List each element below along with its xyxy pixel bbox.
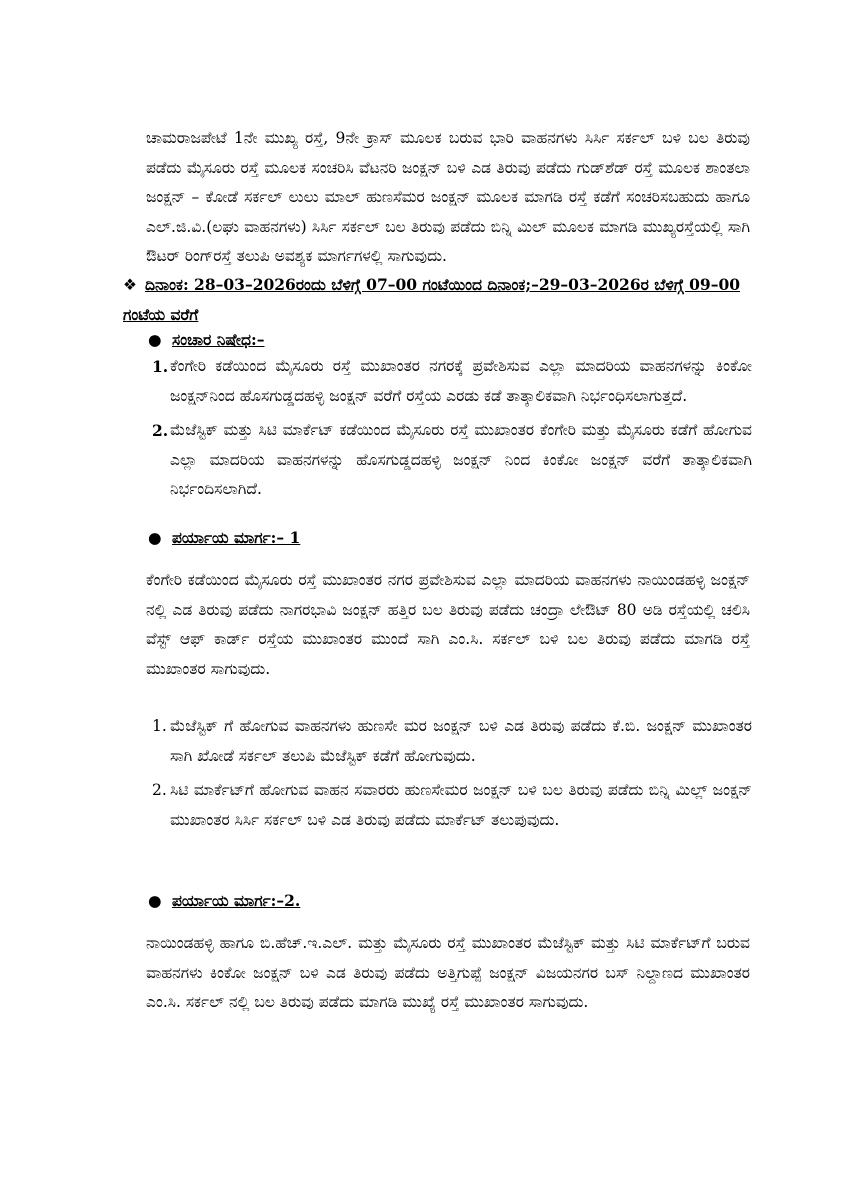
alt-route-1-item-1 [146,712,752,771]
item-text: ಮೆಜೆಸ್ಟಿಕ್ ಗೆ ಹೋಗುವ ವಾಹನಗಳು ಹುಣಸೇ ಮರ ಜಂಕ್ಷನ್ ಬಳಿ ಎಡ ತಿರುವು ಪಡೆದು ಕೆ.ಬಿ. ಜಂಕ್ಷನ್ ಮುಖಾಂತರ ಸಾಗಿ ಖೋಡೆ ಸರ್ಕಲ್ ತಲುಪಿ ಮೆಜೆಸ್ಟಿಕ್ ಕಡೆಗೆ ಹೋಗುವುದು. [170,717,752,765]
intro-paragraph: ಚಾಮರಾಜಪೇಟೆ 1ನೇ ಮುಖ್ಯ ರಸ್ತೆ, 9ನೇ ಕ್ರಾಸ್ ಮೂಲಕ ಬರುವ ಭಾರಿ ವಾಹನಗಳು ಸಿರ್ಸಿ ಸರ್ಕಲ್ ಬಳಿ ಬಲ ತಿರುವು ಪಡೆದು ಮೈಸೂರು ರಸ್ತೆ ಮೂಲಕ ಸಂಚರಿಸಿ ವೆಟನರಿ ಜಂಕ್ಷನ್ ಬಳಿ ಎಡ ತಿರುವು ಪಡೆದು ಗುಡ್‌ಶೆಡ್ ರಸ್ತೆ ಮೂಲಕ ಶಾಂತಲಾ ಜಂಕ್ಷನ್ – ಕೋಡೆ ಸರ್ಕಲ್ ಲುಲು ಮಾಲ್ ಹುಣಸೆಮರ ಜಂಕ್ಷನ್ ಮೂಲಕ ಮಾಗಡಿ ರಸ್ತೆ ಕಡೆಗೆ ಸಂಚರಿಸಬಹುದು ಹಾಗೂ ಎಲ್.ಜಿ.ವಿ.(ಲಘು ವಾಹನಗಳು) ಸಿರ್ಸಿ ಸರ್ಕಲ್ ಬಲ ತಿರುವು ಪಡೆದು ಬಿನ್ನಿ ಮಿಲ್ ಮೂಲಕ ಮಾಗಡಿ ಮುಖ್ಯರಸ್ತೆಯಲ್ಲಿ ಸಾಗಿ ಔಟರ್ ರಿಂಗ್‌ರಸ್ತೆ ತಲುಪಿ ಅವಶ್ಯಕ ಮಾರ್ಗಗಳಲ್ಲಿ ಸಾಗುವುದು. [146,129,750,265]
alt-route-1-list [146,712,752,840]
prohibition-list [146,352,752,510]
alt-route-2-heading-text: ಪರ್ಯಾಯ ಮಾರ್ಗ:–2. [172,891,301,910]
date-line-text: ದಿನಾಂಕ: 28–03–2026ರಂದು ಬೆಳಿಗ್ಗೆ 07–00 ಗಂಟೆಯಿಂದ ದಿನಾಂಕ;–29–03–2026ರ ಬೆಳಿಗ್ಗೆ 09–00 ಗಂಟೆಯ ವರೆಗೆ [123,275,741,324]
alt-route-2-heading [148,887,300,915]
item-number: 1. [152,717,167,735]
bullet-dot-icon: ● [148,331,162,349]
alt-route-1-heading-text: ಪರ್ಯಾಯ ಮಾರ್ಗ:– 1 [172,528,301,547]
date-line [123,270,751,329]
alt-route-1-item-2 [146,776,752,835]
bullet-dot-icon: ● [148,892,162,910]
item-number: 1. [152,357,169,376]
item-number: 2. [152,781,167,799]
prohibition-heading-text: ಸಂಚಾರ ನಿಷೇಧ:– [172,330,265,349]
alt-route-2-paragraph: ನಾಯಿಂಡಹಳ್ಳಿ ಹಾಗೂ ಬಿ.ಹೆಚ್.ಇ.ಎಲ್. ಮತ್ತು ಮೈಸೂರು ರಸ್ತೆ ಮುಖಾಂತರ ಮೆಜೆಸ್ಟಿಕ್ ಮತ್ತು ಸಿಟಿ ಮಾರ್ಕೆಟ್‌ಗೆ ಬರುವ ವಾಹನಗಳು ಕಿಂಕೋ ಜಂಕ್ಷನ್ ಬಳಿ ಎಡ ತಿರುವು ಪಡೆದು ಅತ್ತಿಗುಪ್ಪೆ ಜಂಕ್ಷನ್ ವಿಜಯನಗರ ಬಸ್ ನಿಲ್ದಾಣದ ಮುಖಾಂತರ ಎಂ.ಸಿ. ಸರ್ಕಲ್ ನಲ್ಲಿ ಬಲ ತಿರುವು ಪಡೆದು ಮಾಗಡಿ ಮುಖ್ಯೆ ರಸ್ತೆ ಮುಖಾಂತರ ಸಾಗುವುದು. [146,934,750,1011]
alt-route-1-heading [148,524,300,552]
prohibition-heading [148,326,264,354]
item-text: ಮೆಜೆಸ್ಟಿಕ್ ಮತ್ತು ಸಿಟಿ ಮಾರ್ಕೆಟ್ ಕಡೆಯಿಂದ ಮೈಸೂರು ರಸ್ತೆ ಮುಖಾಂತರ ಕೆಂಗೇರಿ ಮತ್ತು ಮೈಸೂರು ಕಡೆಗೆ ಹೋಗುವ ಎಲ್ಲಾ ಮಾದರಿಯ ವಾಹನಗಳನ್ನು ಹೊಸಗುಡ್ಡದಹಳ್ಳಿ ಜಂಕ್ಷನ್ ನಿಂದ ಕಿಂಕೋ ಜಂಕ್ಷನ್ ವರೆಗೆ ತಾತ್ಕಾಲಿಕವಾಗಿ ನಿರ್ಭಂದಿಸಲಾಗಿದೆ. [170,421,752,498]
prohibition-item-1 [146,352,752,411]
bullet-dot-icon: ● [148,529,162,547]
item-text: ಸಿಟಿ ಮಾರ್ಕೆಟ್‌ಗೆ ಹೋಗುವ ವಾಹನ ಸವಾರರು ಹುಣಸೇಮರ ಜಂಕ್ಷನ್ ಬಳಿ ಬಲ ತಿರುವು ಪಡೆದು ಬಿನ್ನಿ ಮಿಲ್ಲ್ ಜಂಕ್ಷನ್ ಮುಖಾಂತರ ಸಿರ್ಸಿ ಸರ್ಕಲ್ ಬಳಿ ಎಡ ತಿರುವು ಪಡೆದು ಮಾರ್ಕೆಟ್ ತಲುಪುವುದು. [170,781,752,829]
alt-route-1-paragraph: ಕೆಂಗೇರಿ ಕಡೆಯಿಂದ ಮೈಸೂರು ರಸ್ತೆ ಮುಖಾಂತರ ನಗರ ಪ್ರವೇಶಿಸುವ ಎಲ್ಲಾ ಮಾದರಿಯ ವಾಹನಗಳು ನಾಯಿಂಡಹಳ್ಳಿ ಜಂಕ್ಷನ್ ನಲ್ಲಿ ಎಡ ತಿರುವು ಪಡೆದು ನಾಗರಭಾವಿ ಜಂಕ್ಷನ್ ಹತ್ತಿರ ಬಲ ತಿರುವು ಪಡೆದು ಚಂದ್ರಾ ಲೇಔಟ್ 80 ಅಡಿ ರಸ್ತೆಯಲ್ಲಿ ಚಲಿಸಿ ವೆಸ್ಟ್ ಆಫ್ ಕಾರ್ಡ್ ರಸ್ತೆಯ ಮುಖಾಂತರ ಮುಂದೆ ಸಾಗಿ ಎಂ.ಸಿ. ಸರ್ಕಲ್ ಬಳಿ ಬಲ ತಿರುವು ಪಡೆದು ಮಾಗಡಿ ರಸ್ತೆ ಮುಖಾಂತರ ಸಾಗುವುದು. [146,571,750,678]
prohibition-item-2 [146,416,752,505]
item-number: 2. [152,421,169,440]
diamond-bullet-icon: ❖ [123,276,137,294]
item-text: ಕೆಂಗೇರಿ ಕಡೆಯಿಂದ ಮೈಸೂರು ರಸ್ತೆ ಮುಖಾಂತರ ನಗರಕ್ಕೆ ಪ್ರವೇಶಿಸುವ ಎಲ್ಲಾ ಮಾದರಿಯ ವಾಹನಗಳನ್ನು ಕಿಂಕೋ ಜಂಕ್ಷನ್‌ನಿಂದ ಹೊಸಗುಡ್ಡದಹಳ್ಳಿ ಜಂಕ್ಷನ್ ವರೆಗೆ ರಸ್ತೆಯ ಎರಡು ಕಡೆ ತಾತ್ಕಾಲಿಕವಾಗಿ ನಿರ್ಭಂಧಿಸಲಾಗುತ್ತದೆ. [170,357,752,405]
